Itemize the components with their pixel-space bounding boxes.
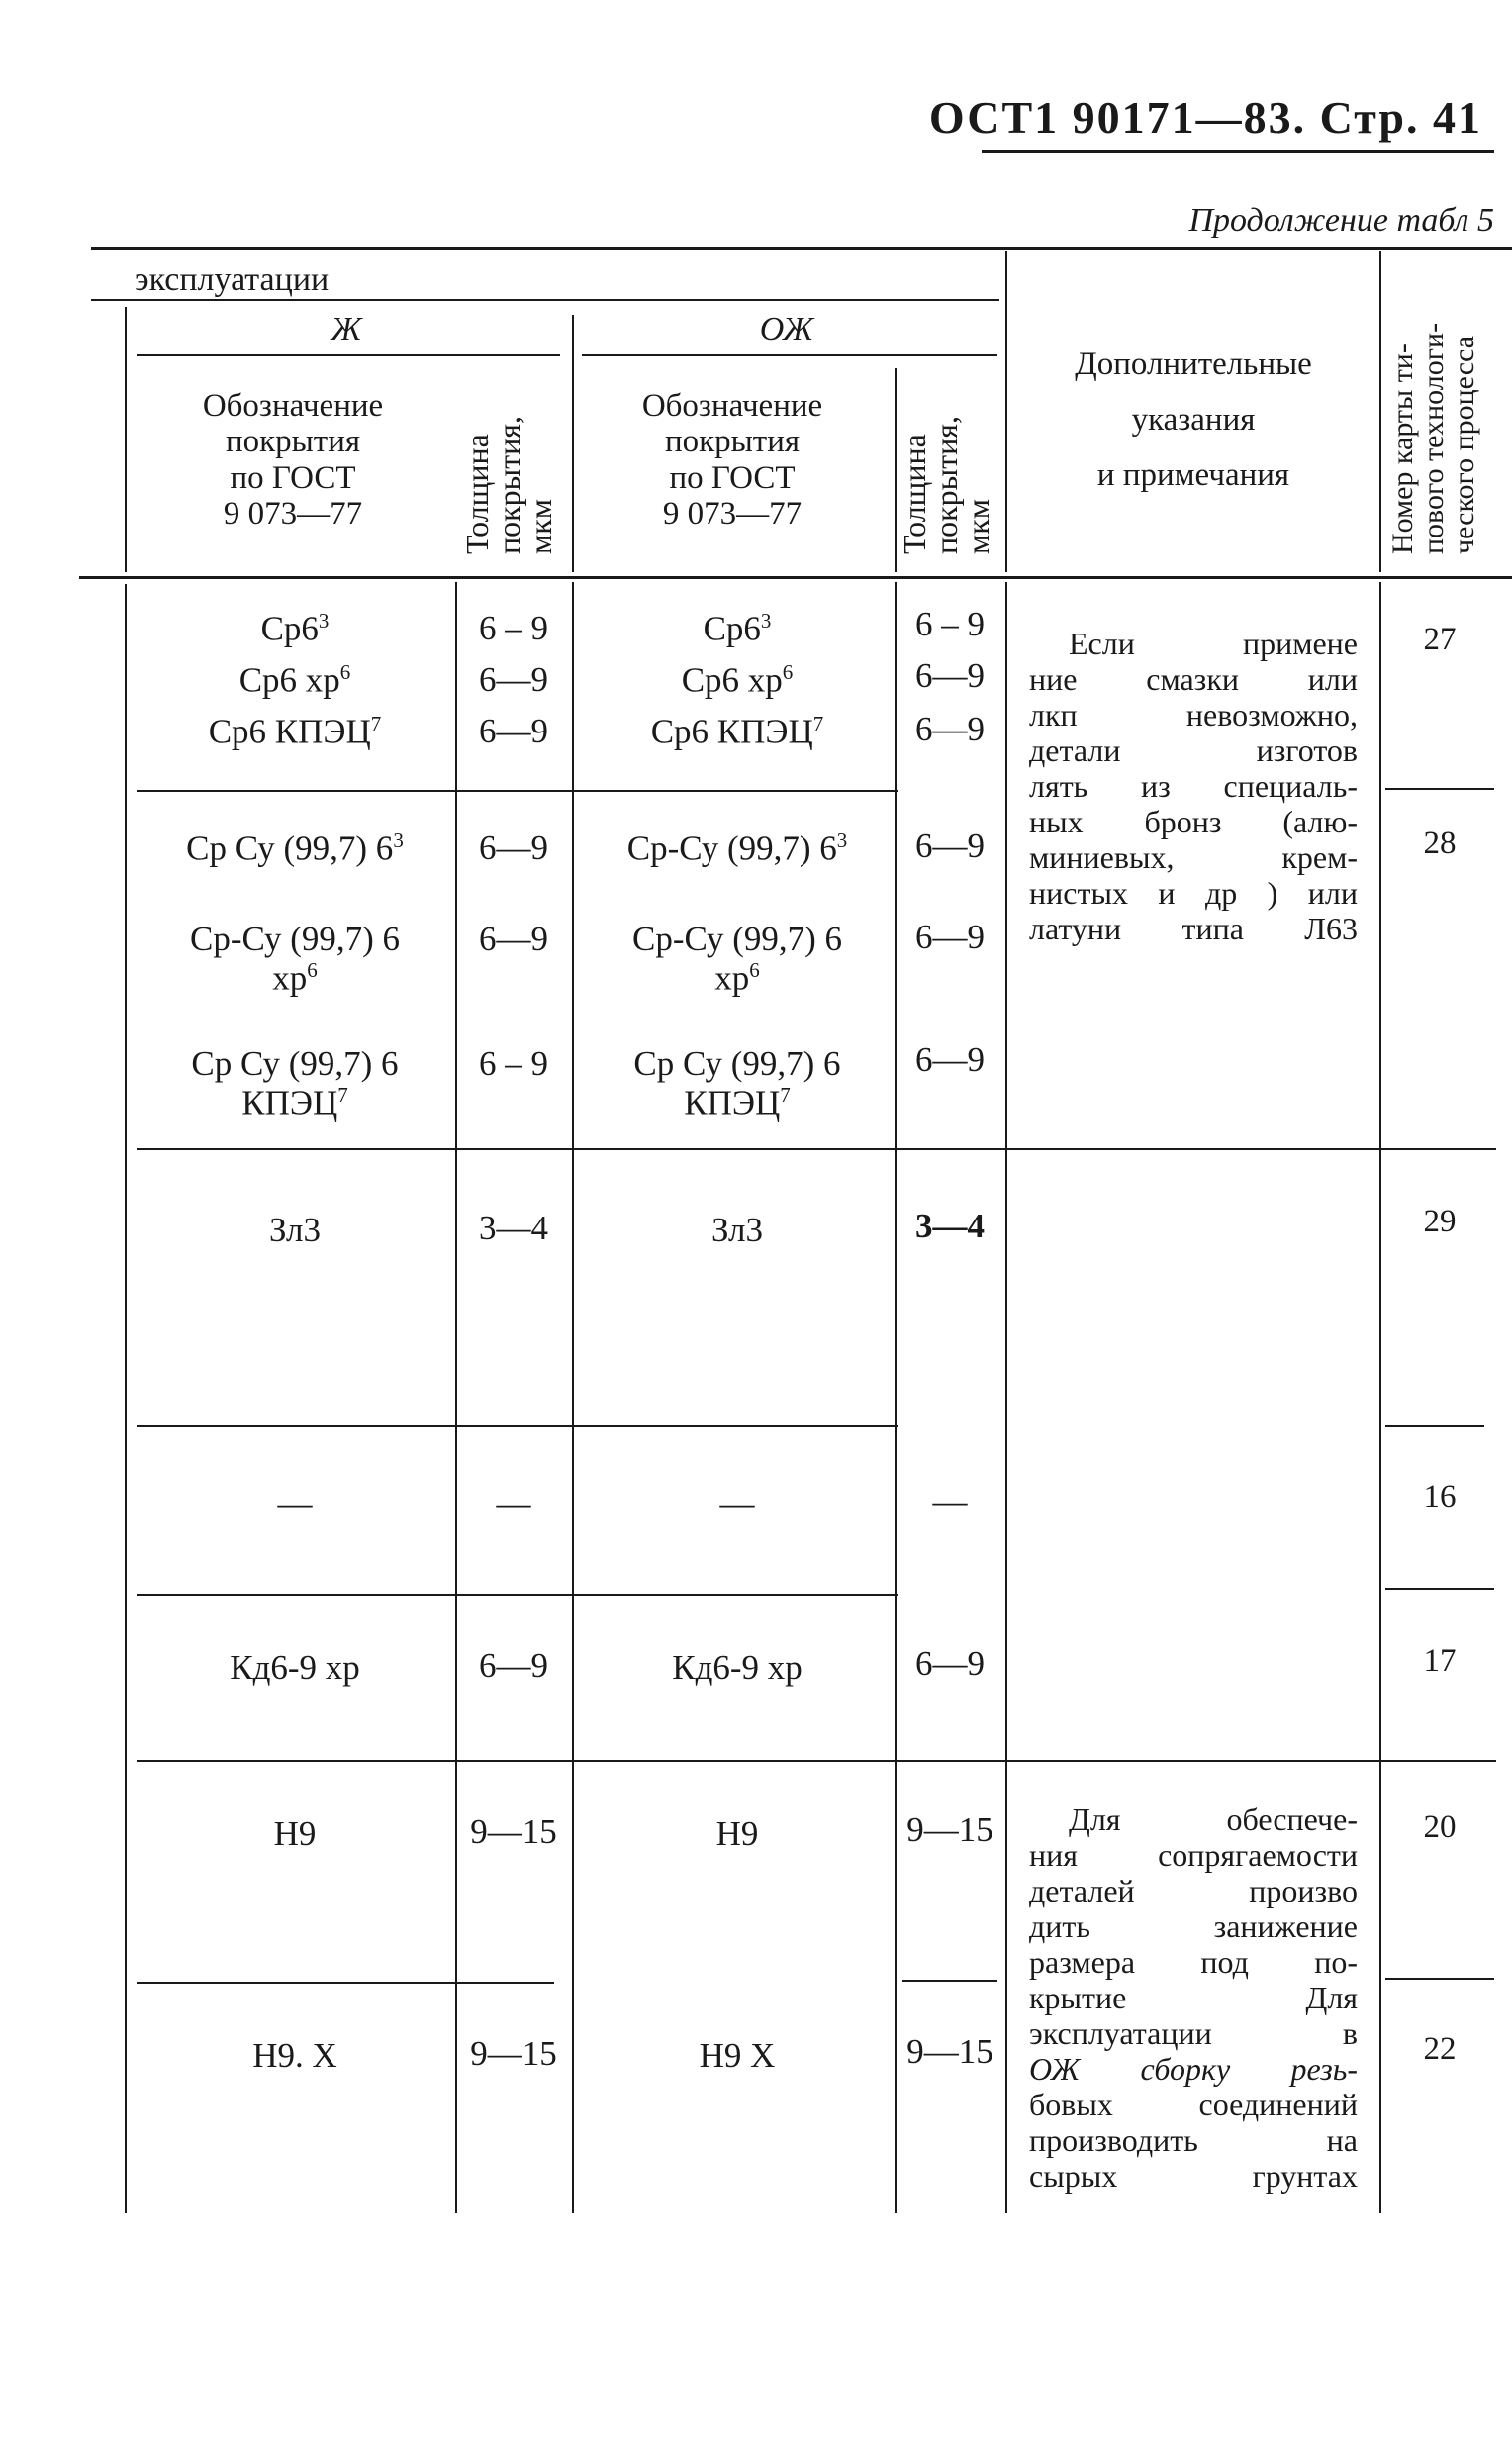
ozh-thickness: 9—15 bbox=[906, 1810, 993, 1849]
zh-designation: Ср-Су (99,7) 6 $хр^6$ bbox=[189, 920, 401, 998]
note-line: детали изготов bbox=[1029, 732, 1358, 768]
zh-thickness: 6 – 9 bbox=[479, 609, 548, 647]
header-line: Толщина bbox=[459, 434, 495, 554]
col-rule-zh-th bbox=[455, 582, 457, 2213]
row-rule bbox=[1385, 1588, 1494, 1590]
col-rule-notes bbox=[1005, 251, 1007, 572]
note-line: лять из специаль- bbox=[1029, 768, 1358, 804]
header-line: указания bbox=[1131, 402, 1256, 438]
group-rule bbox=[91, 299, 999, 301]
ozh-thickness-header bbox=[898, 416, 993, 554]
ozh-designation: Ср-Су (99,7) 6 $хр^6$ bbox=[631, 920, 843, 998]
header-line: 9 073—77 bbox=[662, 495, 803, 532]
zh-thickness: 6—9 bbox=[479, 829, 548, 867]
col-rule-left bbox=[125, 584, 127, 2213]
note-line: деталей произво bbox=[1029, 1873, 1358, 1908]
ozh-thickness: 6—9 bbox=[915, 918, 985, 956]
header-line: по ГОСТ bbox=[230, 459, 356, 496]
row-rule bbox=[1385, 1425, 1484, 1427]
note-line: Если применe bbox=[1069, 626, 1358, 661]
ozh-thickness: 3—4 bbox=[915, 1207, 985, 1245]
zh-thickness: 9—15 bbox=[470, 2034, 557, 2073]
card-number: 22 bbox=[1423, 2031, 1457, 2067]
ozh-designation: — bbox=[719, 1484, 755, 1522]
card-number-header bbox=[1387, 323, 1479, 554]
ozh-thickness: 6—9 bbox=[915, 1644, 985, 1683]
note-line: ния сопрягаемости bbox=[1029, 1837, 1358, 1873]
note-line: крытие Для bbox=[1029, 1980, 1358, 2015]
col-rule-card bbox=[1379, 582, 1381, 2213]
ozh-thickness: 9—15 bbox=[906, 2032, 993, 2071]
row-rule bbox=[137, 790, 898, 792]
header-line: покрытия, bbox=[491, 416, 526, 554]
ozh-thickness: 6 – 9 bbox=[915, 605, 985, 643]
header-line: покрытия bbox=[664, 424, 801, 460]
card-number: 16 bbox=[1423, 1479, 1457, 1514]
col-rule-zh-ozh bbox=[572, 315, 574, 572]
row-rule bbox=[137, 1148, 1496, 1150]
row-rule bbox=[137, 1425, 898, 1427]
row-rule bbox=[902, 1980, 997, 1982]
header-line: и примечания bbox=[1096, 457, 1290, 493]
note-fit bbox=[1029, 1802, 1358, 2194]
zh-designation: Ср Су (99,7) 6 КПЭЦ$^7$ bbox=[191, 1044, 399, 1122]
zh-designation: Ср6 КПЭЦ$^7$ bbox=[208, 712, 382, 751]
zh-designation: $Ср6^3$ bbox=[260, 609, 330, 648]
note-line: ние смазки или bbox=[1029, 661, 1358, 697]
header-line: мкм bbox=[960, 498, 995, 554]
row-rule bbox=[1385, 1978, 1494, 1980]
ozh-designation: Ср6 $хр^6$ bbox=[681, 660, 794, 700]
col-rule-left bbox=[125, 307, 127, 572]
header-line: мкм bbox=[522, 498, 558, 554]
ozh-thickness: 6—9 bbox=[915, 827, 985, 865]
zh-thickness: 6—9 bbox=[479, 712, 548, 750]
header-line: Обозначение bbox=[202, 388, 384, 424]
zh-designation-header bbox=[154, 388, 431, 532]
header-line: покрытия bbox=[225, 424, 361, 460]
header-line: ческого процесса bbox=[1448, 335, 1480, 554]
zh-thickness: 6—9 bbox=[479, 920, 548, 958]
zh-designation: Н9 bbox=[273, 1814, 317, 1853]
header-line: Номер карты ти- bbox=[1386, 343, 1419, 554]
header-line: пового технологи- bbox=[1417, 322, 1450, 554]
note-line: размера под по- bbox=[1029, 1944, 1358, 1980]
card-number: 20 bbox=[1423, 1809, 1457, 1845]
note-line: производить на bbox=[1029, 2122, 1358, 2158]
notes-header bbox=[1015, 337, 1371, 503]
zh-designation: Кд6-9 хр bbox=[230, 1648, 360, 1687]
header-line: по ГОСТ bbox=[669, 459, 796, 496]
zh-thickness: 6—9 bbox=[479, 1646, 548, 1685]
zh-thickness: 6 – 9 bbox=[479, 1044, 548, 1083]
ozh-header: ОЖ bbox=[759, 311, 814, 347]
zh-thickness: — bbox=[496, 1484, 531, 1522]
col-rule-notes bbox=[1005, 582, 1007, 2213]
ozh-rule bbox=[582, 354, 997, 356]
ozh-designation: Н9 bbox=[715, 1814, 759, 1853]
zh-thickness: 6—9 bbox=[479, 660, 548, 699]
row-rule bbox=[1385, 788, 1494, 790]
zh-designation: — bbox=[277, 1484, 313, 1522]
row-rule bbox=[137, 1594, 898, 1596]
header-line: Обозначение bbox=[641, 388, 823, 424]
zh-designation: Зл3 bbox=[268, 1211, 322, 1249]
ozh-thickness: 6—9 bbox=[915, 710, 985, 748]
header-line: Дополнительные bbox=[1075, 346, 1312, 382]
note-bronze bbox=[1029, 626, 1358, 946]
ozh-thickness: — bbox=[932, 1482, 968, 1520]
page-title: ОСТ1 90171—83. Стр. 41 bbox=[928, 92, 1482, 143]
zh-designation: Ср Су (99,7) $6^3$ bbox=[186, 829, 404, 868]
card-number: 17 bbox=[1423, 1643, 1457, 1679]
ozh-designation: Кд6-9 хр bbox=[672, 1648, 803, 1687]
zh-thickness: 3—4 bbox=[479, 1209, 548, 1247]
card-number: 29 bbox=[1423, 1204, 1457, 1239]
note-line: дить занижение bbox=[1029, 1908, 1358, 1944]
group-label: эксплуатации bbox=[135, 261, 330, 298]
row-rule bbox=[137, 1982, 554, 1984]
zh-thickness: 9—15 bbox=[470, 1812, 557, 1851]
header-rule bbox=[982, 150, 1494, 153]
table-continuation-label: Продолжение табл 5 bbox=[1188, 202, 1494, 239]
note-line: ных бронз (алю- bbox=[1029, 804, 1358, 839]
ozh-designation: Ср6 КПЭЦ$^7$ bbox=[650, 712, 824, 751]
ozh-designation-header bbox=[594, 388, 871, 532]
ozh-designation: $Ср6^3$ bbox=[703, 609, 772, 648]
note-line: нистых и др ) или bbox=[1029, 875, 1358, 911]
zh-thickness-header bbox=[461, 416, 556, 554]
note-line: бовых соединений bbox=[1029, 2087, 1358, 2122]
header-line: Толщина bbox=[897, 434, 932, 554]
zh-rule bbox=[137, 354, 560, 356]
card-number: 27 bbox=[1423, 622, 1457, 657]
col-rule-card bbox=[1379, 251, 1381, 572]
ozh-thickness: 6—9 bbox=[915, 1040, 985, 1079]
zh-designation: Н9. Х bbox=[252, 2036, 337, 2075]
note-line: сырых грунтах bbox=[1029, 2158, 1358, 2194]
note-line: Для обеспече- bbox=[1069, 1802, 1358, 1837]
note-line: ОЖ сборку резь- bbox=[1029, 2051, 1358, 2087]
note-line: миниевых, крем- bbox=[1029, 839, 1358, 875]
col-rule-zh-ozh bbox=[572, 582, 574, 2213]
ozh-thickness: 6—9 bbox=[915, 656, 985, 695]
header-line: 9 073—77 bbox=[223, 495, 363, 532]
ozh-designation: Ср Су (99,7) 6 КПЭЦ$^7$ bbox=[633, 1044, 841, 1122]
row-rule bbox=[137, 1760, 1496, 1762]
ozh-designation: Зл3 bbox=[710, 1211, 764, 1249]
header-bottom-rule bbox=[79, 576, 1512, 579]
note-line: латуни типа Л63 bbox=[1029, 911, 1358, 946]
note-line: лкп невозможно, bbox=[1029, 697, 1358, 732]
card-number: 28 bbox=[1423, 826, 1457, 861]
ozh-designation: Н9 Х bbox=[699, 2036, 776, 2075]
note-line: эксплуатации в bbox=[1029, 2015, 1358, 2051]
zh-designation: Ср6 $хр^6$ bbox=[238, 660, 351, 700]
zh-header: Ж bbox=[331, 311, 362, 347]
table-top-rule bbox=[91, 247, 1512, 250]
header-line: покрытия, bbox=[928, 416, 964, 554]
ozh-designation: Ср-Су (99,7) $6^3$ bbox=[626, 829, 848, 868]
